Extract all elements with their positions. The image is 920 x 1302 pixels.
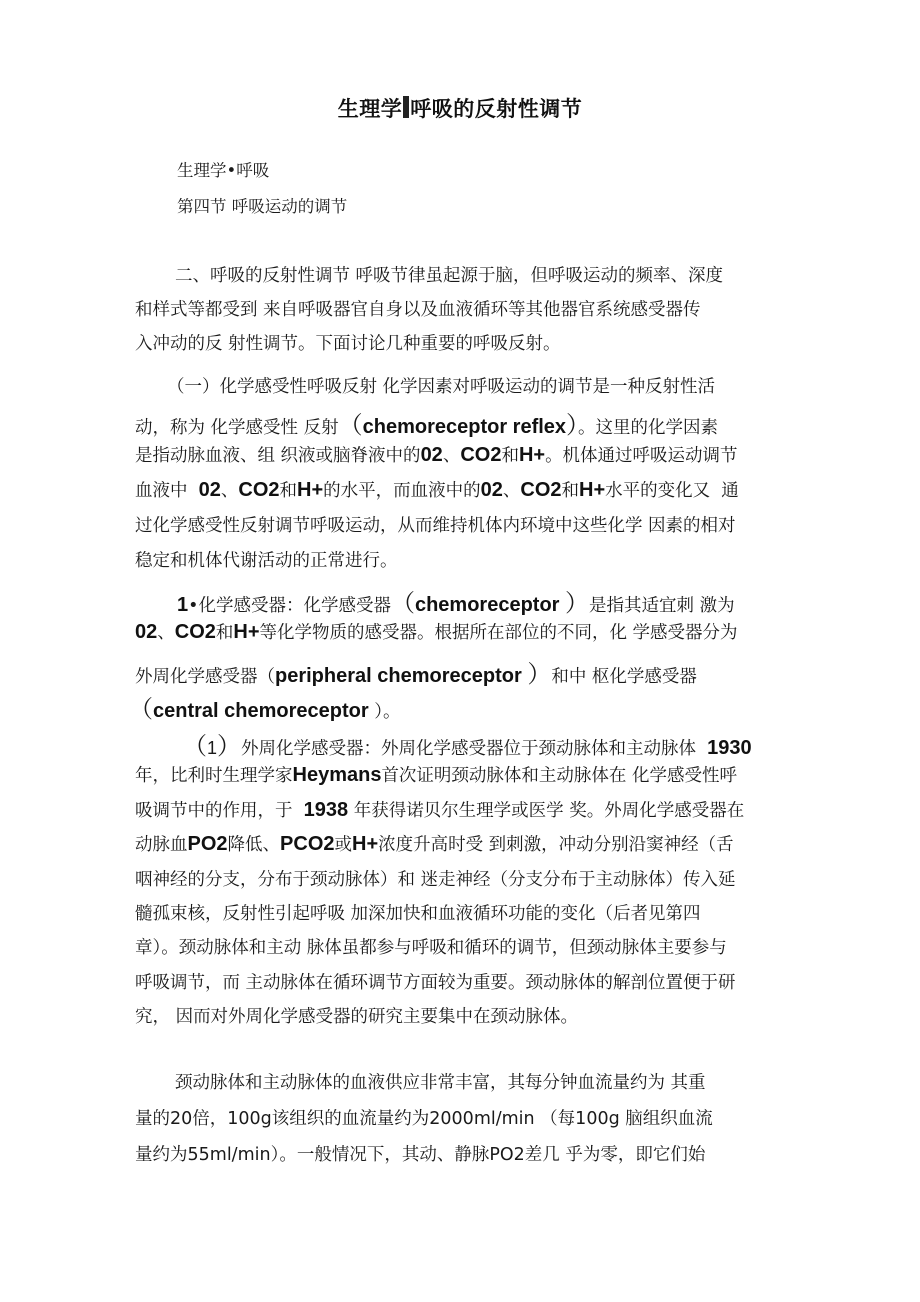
paragraph-line: 和样式等都受到 来自呼吸器官自身以及血液循环等其他器官系统感受器传 (135, 300, 701, 320)
paragraph-line: 稳定和机体代谢活动的正常进行。 (135, 551, 398, 571)
document-title (0, 93, 920, 123)
title-right: 呼吸的反射性调节 (410, 97, 583, 121)
subtitle-section: 第四节 呼吸运动的调节 (177, 197, 348, 216)
paragraph-line: （1）外周化学感受器：外周化学感受器位于颈动脉体和主动脉体 1930 (183, 732, 752, 760)
paragraph-line: 年，比利时生理学家Heymans首次证明颈动脉体和主动脉体在 化学感受性呼 (135, 764, 737, 786)
paragraph-line: 量的20倍，100g该组织的血流量约为2000ml/min （每100g 脑组织血流 (135, 1109, 713, 1129)
title-separator-bar (403, 96, 409, 118)
paragraph-line: 章）。颈动脉体和主动 脉体虽都参与呼吸和循环的调节，但颈动脉体主要参与 (135, 938, 727, 958)
paragraph-line: 外周化学感受器（peripheral chemoreceptor ）和中 枢化学感受器 (135, 660, 697, 688)
paragraph-line: 血液中 02、CO2和H+的水平，而血液中的02、CO2和H+水平的变化又 通 (135, 479, 739, 501)
paragraph-line: 是指动脉血液、组 织液或脑脊液中的02、CO2和H+。机体通过呼吸运动调节 (135, 444, 738, 466)
paragraph-line: 吸调节中的作用，于 1938 年获得诺贝尔生理学或医学 奖。外周化学感受器在 (135, 799, 745, 821)
paragraph-line: 颈动脉体和主动脉体的血液供应非常丰富，其每分钟血流量约为 其重 (175, 1073, 706, 1093)
paragraph-line: 动，称为 化学感受性 反射（chemoreceptor reflex）。这里的化学因素 (135, 411, 719, 439)
paragraph-line: 动脉血PO2降低、PCO2或H+浓度升高时受 到刺激，冲动分别沿窦神经（舌 (135, 833, 734, 855)
paragraph-line: 二、呼吸的反射性调节 呼吸节律虽起源于脑，但呼吸运动的频率、深度 (175, 266, 724, 286)
paragraph-line: 02、CO2和H+等化学物质的感受器。根据所在部位的不同，化 学感受器分为 (135, 621, 738, 643)
title-left: 生理学 (337, 97, 403, 121)
paragraph-line: （一）化学感受性呼吸反射 化学因素对呼吸运动的调节是一种反射性活 (167, 377, 716, 397)
paragraph-line: （central chemoreceptor ）。 (129, 695, 401, 723)
paragraph-line: 咽神经的分支，分布于颈动脉体）和 迷走神经（分支分布于主动脉体）传入延 (135, 870, 736, 890)
paragraph-line: 髓孤束核，反射性引起呼吸 加深加快和血液循环功能的变化（后者见第四 (135, 904, 701, 924)
paragraph-line: 呼吸调节，而 主动脉体在循环调节方面较为重要。颈动脉体的解剖位置便于研 (135, 973, 736, 993)
paragraph-line: 量约为55ml/min）。一般情况下，其动、静脉PO2差几 乎为零，即它们始 (135, 1145, 706, 1165)
subtitle-subject: 生理学•呼吸 (177, 161, 270, 180)
paragraph-line: 过化学感受性反射调节呼吸运动，从而维持机体内环境中这些化学 因素的相对 (135, 516, 736, 536)
paragraph-line: 1•化学感受器：化学感受器（chemoreceptor ）是指其适宜刺 激为 (177, 589, 735, 617)
paragraph-line: 究， 因而对外周化学感受器的研究主要集中在颈动脉体。 (135, 1007, 579, 1027)
paragraph-line: 入冲动的反 射性调节。下面讨论几种重要的呼吸反射。 (135, 334, 561, 354)
